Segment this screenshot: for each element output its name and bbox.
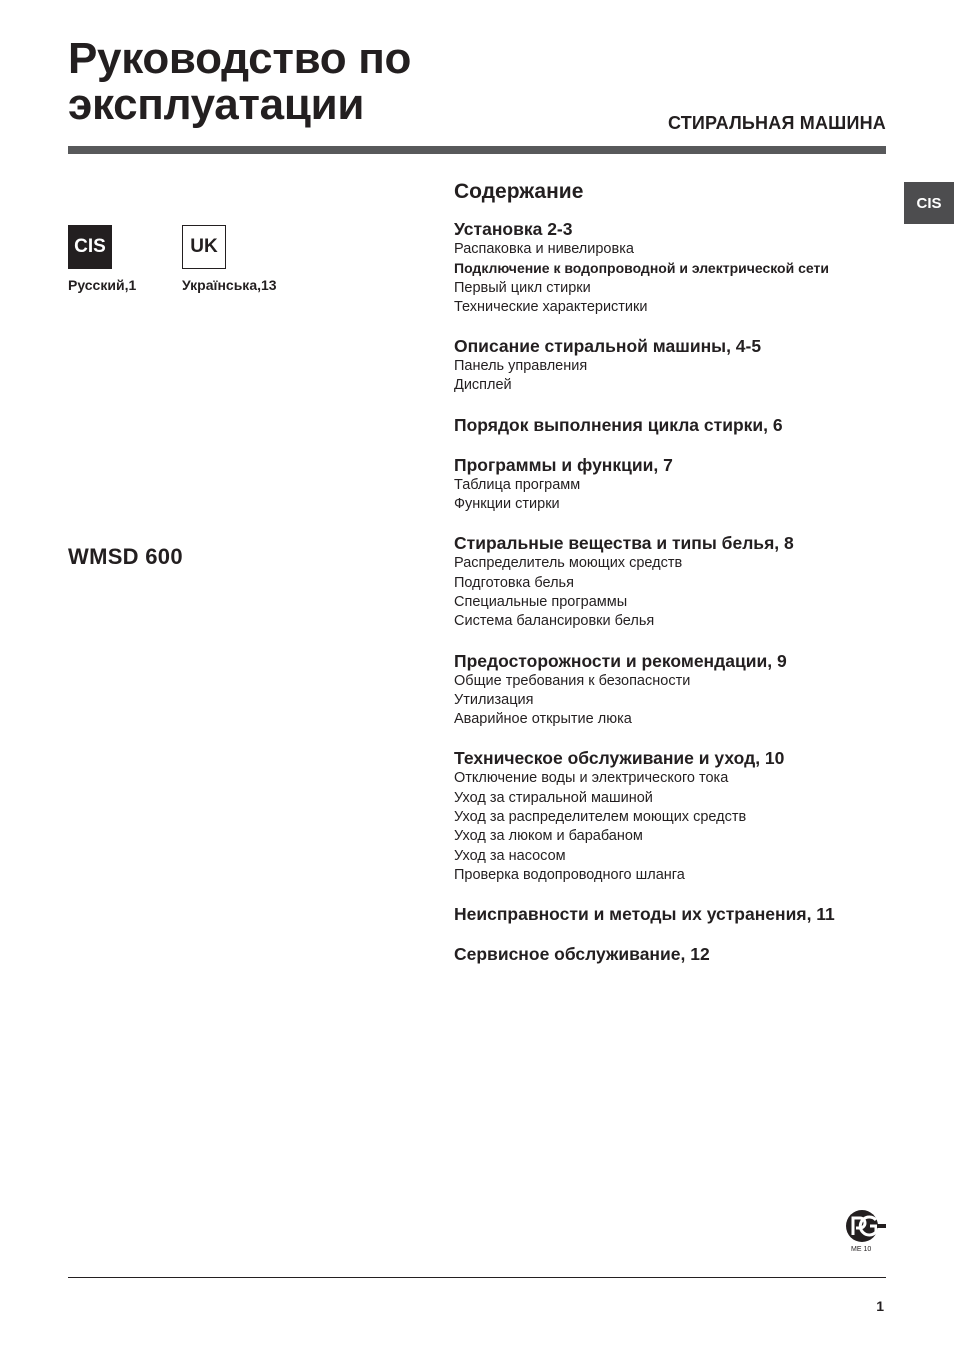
footer-divider: [68, 1277, 886, 1278]
toc-section: [454, 218, 894, 317]
toc-item: Первый цикл стирки: [454, 279, 591, 296]
toc-section-title: Стиральные вещества и типы белья, 8: [454, 533, 794, 554]
toc-item: Система балансировки белья: [454, 613, 655, 630]
language-side-tab: CIS: [904, 182, 954, 224]
certification-code: ME 10: [851, 1246, 872, 1253]
page-title: Руководство по эксплуатации: [68, 34, 412, 129]
toc-heading: Содержание: [454, 180, 584, 203]
page-number: 1: [876, 1298, 884, 1314]
toc-section: [454, 903, 894, 925]
toc-section-title: Сервисное обслуживание, 12: [454, 944, 710, 965]
header-divider: [68, 146, 886, 154]
toc-item: Специальные программы: [454, 593, 628, 610]
toc-section-title: Порядок выполнения цикла стирки, 6: [454, 414, 783, 435]
toc-section: [454, 747, 894, 885]
toc-section: [454, 650, 894, 730]
toc-section: [454, 414, 894, 436]
language-code-box: UK: [182, 225, 226, 269]
toc-item: Распределитель моющих средств: [454, 555, 683, 572]
toc-item: Отключение воды и электрического тока: [454, 770, 729, 787]
toc-section: [454, 335, 894, 396]
toc-item: Уход за стиральной машиной: [454, 789, 653, 806]
toc-item: Функции стирки: [454, 496, 560, 513]
toc-item: Подключение к водопроводной и электрической сети: [454, 260, 829, 277]
toc-section-title: Установка 2-3: [454, 219, 573, 239]
toc-section-title: Предосторожности и рекомендации, 9: [454, 650, 787, 671]
toc-section-title: Программы и функции, 7: [454, 454, 673, 475]
language-caption: Русский,1: [68, 277, 137, 293]
toc-section: [454, 943, 894, 965]
toc-section-title: Техническое обслуживание и уход, 10: [454, 748, 785, 769]
toc-item: Уход за распределителем моющих средств: [454, 809, 747, 826]
toc-item: Утилизация: [454, 691, 534, 708]
toc-item: Проверка водопроводного шланга: [454, 866, 685, 883]
toc-item: Технические характеристики: [454, 298, 648, 315]
toc-section: [454, 532, 894, 631]
language-code-box: CIS: [68, 225, 112, 269]
toc-item: Подготовка белья: [454, 574, 574, 591]
language-caption: Українська,13: [182, 277, 277, 293]
product-type: СТИРАЛЬНАЯ МАШИНА: [667, 113, 886, 133]
toc-item: Уход за насосом: [454, 847, 566, 864]
model-name: WMSD 600: [68, 544, 183, 569]
toc-item: Распаковка и нивелировка: [454, 241, 634, 257]
toc-section: [454, 454, 894, 515]
language-entry-cis: [68, 225, 178, 293]
toc-item: Уход за люком и барабаном: [454, 828, 643, 845]
toc-section-title: Описание стиральной машины, 4-5: [454, 336, 762, 357]
toc-section-title: Неисправности и методы их устранения, 11: [454, 904, 835, 925]
toc-item: Таблица программ: [454, 476, 581, 493]
toc-item: Дисплей: [454, 377, 512, 394]
toc-item: Аварийное открытие люка: [454, 711, 632, 728]
toc-item: Общие требования к безопасности: [454, 672, 691, 689]
language-entry-uk: [182, 225, 292, 293]
table-of-contents: [454, 178, 894, 983]
toc-item: Панель управления: [454, 358, 588, 375]
